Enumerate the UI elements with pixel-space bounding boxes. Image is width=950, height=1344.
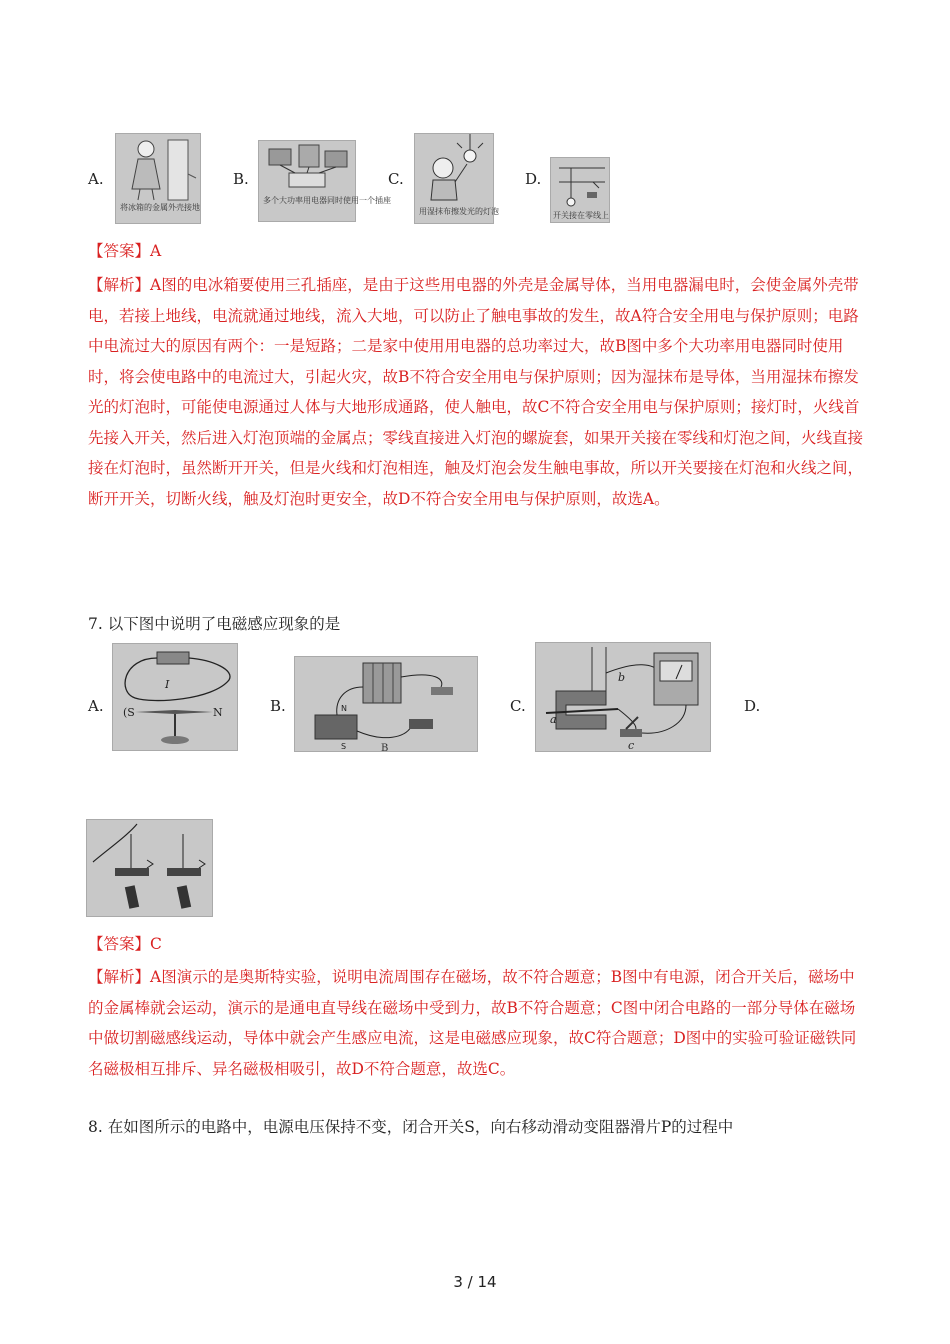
q6-answer-value: A — [150, 242, 162, 260]
q7-option-a-image — [112, 643, 238, 751]
q7-analysis — [88, 962, 868, 1084]
q6-option-a-caption: 将冰箱的金属外壳接地 — [120, 203, 200, 212]
q6-option-d-image — [550, 157, 610, 223]
q7-analysis-tag: 【解析】 — [88, 968, 151, 986]
q7-answer-tag: 【答案】 — [88, 935, 151, 953]
q6-answer — [88, 240, 161, 262]
q7-a-current-mark: I — [165, 678, 170, 691]
q8-stem: 8. 在如图所示的电路中，电源电压保持不变，闭合开关S，向右移动滑动变阻器滑片P的过程中 — [88, 1118, 734, 1136]
q7-option-a-label: A. — [88, 697, 104, 715]
q7-a-south-mark: (S — [123, 706, 135, 719]
q6-option-c-label: C. — [388, 170, 404, 188]
q7-option-c-image — [535, 642, 711, 752]
q7-stem: 7. 以下图中说明了电磁感应现象的是 — [88, 615, 341, 633]
q6-option-d-caption: 开关接在零线上 — [553, 211, 609, 220]
q6-option-d-label: D. — [525, 170, 542, 188]
q7-c-c-mark: c — [628, 739, 635, 752]
q6-option-c-image — [414, 133, 499, 224]
q7-option-c-label: C. — [510, 697, 526, 715]
q6-option-a-label: A. — [88, 170, 104, 188]
q6-option-c-caption: 用湿抹布擦发光的灯泡 — [419, 207, 499, 216]
q7-option-b-label: B. — [270, 697, 286, 715]
q7-b-figure-mark: B — [381, 743, 389, 754]
q6-analysis-text: A图的电冰箱要使用三孔插座，是由于这些用电器的外壳是金属导体，当用电器漏电时，会使金属外壳带电，若接上地线，电流就通过地线，流入大地，可以防止了触电事故的发生，故A符合安全用电与保护原则；电路中电流过大的原因有两个：一是短路；二是家中使用用电器的总功率过大，故B图中多个大功率用电器同时使用时，将会使电路中的电流过大，引起火灾，故B不符合安全用电与保护原则；因为湿抹布是导体，当用湿抹布擦发光的灯泡时，可能使电源通过人体与大地形成通路，使人触电，故C不符合安全用电与保护原则；接灯时，火线首先接入开关，然后进入灯泡顶端的金属点；零线直接进入灯泡的螺旋套，如果开关接在零线和灯泡之间，火线直接接在灯泡时，虽然断开开关，但是火线和灯泡相连，触及灯泡会发生触电事故，所以开关要接在灯泡和火线之间，断开开关，切断火线，触及灯泡时更安全，故D不符合安全用电与保护原则，故选A。 — [88, 276, 864, 508]
q7-option-d-image — [86, 819, 213, 917]
q7-b-north-mark: N — [341, 704, 347, 713]
q6-option-b-label: B. — [233, 170, 249, 188]
page-number: 3 / 14 — [453, 1273, 497, 1291]
q7-option-b-image — [294, 656, 478, 752]
q6-analysis — [88, 270, 868, 514]
q7-b-south-mark: S — [341, 742, 347, 751]
q6-option-a-image — [115, 133, 201, 224]
q6-answer-tag: 【答案】 — [88, 242, 151, 260]
q6-analysis-tag: 【解析】 — [88, 276, 151, 294]
q6-option-b-image — [258, 140, 391, 222]
q7-c-b-mark: b — [618, 671, 626, 684]
q6-option-b-caption: 多个大功率用电器同时使用一个插座 — [263, 196, 391, 205]
q7-answer-value: C — [150, 935, 162, 953]
q7-analysis-text: A图演示的是奥斯特实验，说明电流周围存在磁场，故不符合题意；B图中有电源，闭合开关后，磁场中的金属棒就会运动，演示的是通电直导线在磁场中受到力，故B不符合题意；C图中闭合电路的一部分导体在磁场中做切割磁感线运动，导体中就会产生感应电流，这是电磁感应现象，故C符合题意；D图中的实验可验证磁铁同名磁极相互排斥、异名磁极相吸引，故D不符合题意，故选C。 — [88, 968, 857, 1078]
q7-option-d-label: D. — [744, 697, 761, 715]
q7-c-a-mark: a — [550, 713, 557, 726]
q7-answer — [88, 933, 162, 955]
q7-a-north-mark: N — [213, 706, 223, 719]
